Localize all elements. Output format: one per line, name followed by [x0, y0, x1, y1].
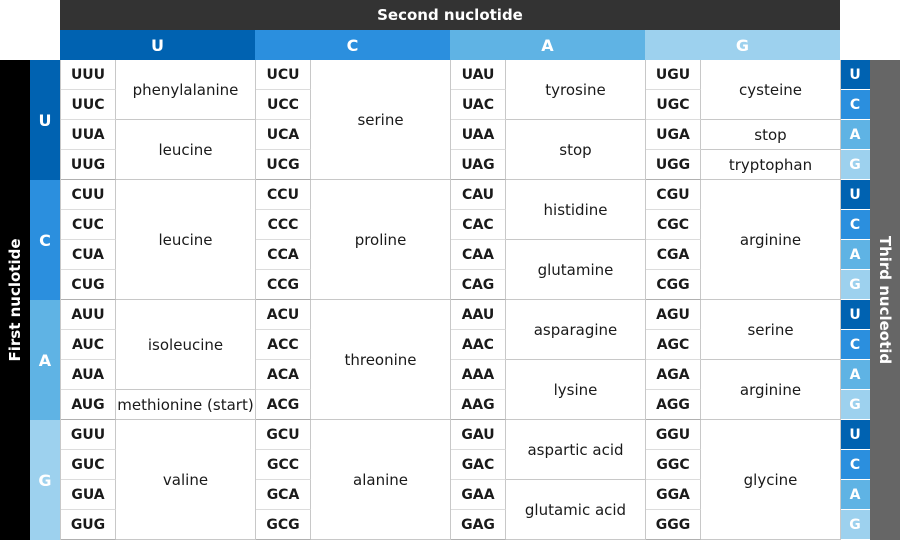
- codon-cell: CCC: [256, 210, 311, 240]
- codon-cell: GCU: [256, 420, 311, 450]
- codon-cell: ACG: [256, 390, 311, 420]
- third-nucleotide-u: U: [840, 420, 870, 450]
- codon-cell: GGA: [646, 480, 701, 510]
- third-nucleotide-c: C: [840, 330, 870, 360]
- codon-cell: GAU: [451, 420, 506, 450]
- codon-cell: CUA: [61, 240, 116, 270]
- amino-acid-cell: phenylalanine: [116, 60, 256, 120]
- codon-cell: AUU: [61, 300, 116, 330]
- codon-cell: AAG: [451, 390, 506, 420]
- amino-acid-cell: glutamic acid: [506, 480, 646, 540]
- amino-acid-cell: tyrosine: [506, 60, 646, 120]
- codon-cell: GGU: [646, 420, 701, 450]
- third-nucleotide-g: G: [840, 510, 870, 540]
- column-header-u: U: [60, 30, 255, 60]
- codon-cell: CCG: [256, 270, 311, 300]
- codon-cell: CAA: [451, 240, 506, 270]
- third-nucleotide-a: A: [840, 240, 870, 270]
- codon-cell: UCA: [256, 120, 311, 150]
- amino-acid-cell: isoleucine: [116, 300, 256, 390]
- codon-cell: UAG: [451, 150, 506, 180]
- amino-acid-cell: aspartic acid: [506, 420, 646, 480]
- codon-cell: UAA: [451, 120, 506, 150]
- codon-cell: UUA: [61, 120, 116, 150]
- first-nucleotide-label: First nuclotide: [6, 238, 24, 362]
- amino-acid-cell: leucine: [116, 180, 256, 300]
- first-nucleotide-c: C: [30, 180, 60, 300]
- codon-cell: ACA: [256, 360, 311, 390]
- codon-cell: CAU: [451, 180, 506, 210]
- third-nucleotide-a: A: [840, 120, 870, 150]
- codon-cell: UCG: [256, 150, 311, 180]
- column-header-a: A: [450, 30, 645, 60]
- codon-cell: CUC: [61, 210, 116, 240]
- amino-acid-cell: cysteine: [701, 60, 841, 120]
- codon-cell: CUG: [61, 270, 116, 300]
- amino-acid-cell: tryptophan: [701, 150, 841, 180]
- codon-cell: GAC: [451, 450, 506, 480]
- third-nucleotide-c: C: [840, 210, 870, 240]
- third-nucleotide-c: C: [840, 450, 870, 480]
- codon-cell: GUC: [61, 450, 116, 480]
- codon-cell: AUG: [61, 390, 116, 420]
- first-nucleotide-g: G: [30, 420, 60, 540]
- codon-cell: CAC: [451, 210, 506, 240]
- codon-cell: AAU: [451, 300, 506, 330]
- codon-cell: ACC: [256, 330, 311, 360]
- amino-acid-cell: alanine: [311, 420, 451, 540]
- codon-cell: UCU: [256, 60, 311, 90]
- third-nucleotide-label: Third nucleotid: [876, 235, 894, 365]
- third-nucleotide-a: A: [840, 480, 870, 510]
- amino-acid-cell: threonine: [311, 300, 451, 420]
- amino-acid-cell: lysine: [506, 360, 646, 420]
- codon-cell: UUU: [61, 60, 116, 90]
- codon-cell: GUA: [61, 480, 116, 510]
- third-nucleotide-u: U: [840, 300, 870, 330]
- codon-cell: GUG: [61, 510, 116, 540]
- amino-acid-cell: valine: [116, 420, 256, 540]
- codon-cell: UAC: [451, 90, 506, 120]
- first-nucleotide-u: U: [30, 60, 60, 180]
- codon-cell: UGA: [646, 120, 701, 150]
- amino-acid-cell: serine: [311, 60, 451, 180]
- codon-cell: AUC: [61, 330, 116, 360]
- codon-cell: AUA: [61, 360, 116, 390]
- third-nucleotide-u: U: [840, 180, 870, 210]
- codon-cell: AAC: [451, 330, 506, 360]
- codon-cell: UUG: [61, 150, 116, 180]
- third-nucleotide-g: G: [840, 150, 870, 180]
- codon-cell: AGG: [646, 390, 701, 420]
- amino-acid-cell: proline: [311, 180, 451, 300]
- codon-cell: CGG: [646, 270, 701, 300]
- amino-acid-cell: stop: [701, 120, 841, 150]
- codon-cell: UAU: [451, 60, 506, 90]
- third-nucleotide-g: G: [840, 390, 870, 420]
- codon-cell: GCC: [256, 450, 311, 480]
- codon-cell: CUU: [61, 180, 116, 210]
- codon-cell: CAG: [451, 270, 506, 300]
- amino-acid-cell: leucine: [116, 120, 256, 180]
- codon-cell: AGC: [646, 330, 701, 360]
- amino-acid-cell: glutamine: [506, 240, 646, 300]
- second-nucleotide-header: Second nuclotide: [60, 0, 840, 30]
- amino-acid-cell: serine: [701, 300, 841, 360]
- codon-cell: UCC: [256, 90, 311, 120]
- amino-acid-cell: methionine (start): [116, 390, 256, 420]
- third-nucleotide-c: C: [840, 90, 870, 120]
- codon-grid: [60, 60, 840, 540]
- codon-cell: AGU: [646, 300, 701, 330]
- codon-cell: GCG: [256, 510, 311, 540]
- codon-cell: GUU: [61, 420, 116, 450]
- column-header-g: G: [645, 30, 840, 60]
- codon-cell: UGG: [646, 150, 701, 180]
- codon-cell: CCA: [256, 240, 311, 270]
- amino-acid-cell: arginine: [701, 180, 841, 300]
- first-nucleotide-a: A: [30, 300, 60, 420]
- first-nucleotide-bar: [0, 60, 30, 540]
- third-nucleotide-a: A: [840, 360, 870, 390]
- codon-cell: UGU: [646, 60, 701, 90]
- codon-cell: GGG: [646, 510, 701, 540]
- codon-cell: GAG: [451, 510, 506, 540]
- amino-acid-cell: arginine: [701, 360, 841, 420]
- third-nucleotide-bar: [870, 60, 900, 540]
- amino-acid-cell: glycine: [701, 420, 841, 540]
- amino-acid-cell: asparagine: [506, 300, 646, 360]
- codon-cell: GGC: [646, 450, 701, 480]
- codon-cell: GAA: [451, 480, 506, 510]
- codon-cell: AGA: [646, 360, 701, 390]
- codon-cell: CGU: [646, 180, 701, 210]
- amino-acid-cell: histidine: [506, 180, 646, 240]
- codon-cell: CCU: [256, 180, 311, 210]
- codon-cell: CGC: [646, 210, 701, 240]
- codon-cell: GCA: [256, 480, 311, 510]
- codon-cell: ACU: [256, 300, 311, 330]
- third-nucleotide-u: U: [840, 60, 870, 90]
- amino-acid-cell: stop: [506, 120, 646, 180]
- column-header-c: C: [255, 30, 450, 60]
- codon-cell: CGA: [646, 240, 701, 270]
- codon-cell: UUC: [61, 90, 116, 120]
- codon-cell: UGC: [646, 90, 701, 120]
- codon-cell: AAA: [451, 360, 506, 390]
- third-nucleotide-g: G: [840, 270, 870, 300]
